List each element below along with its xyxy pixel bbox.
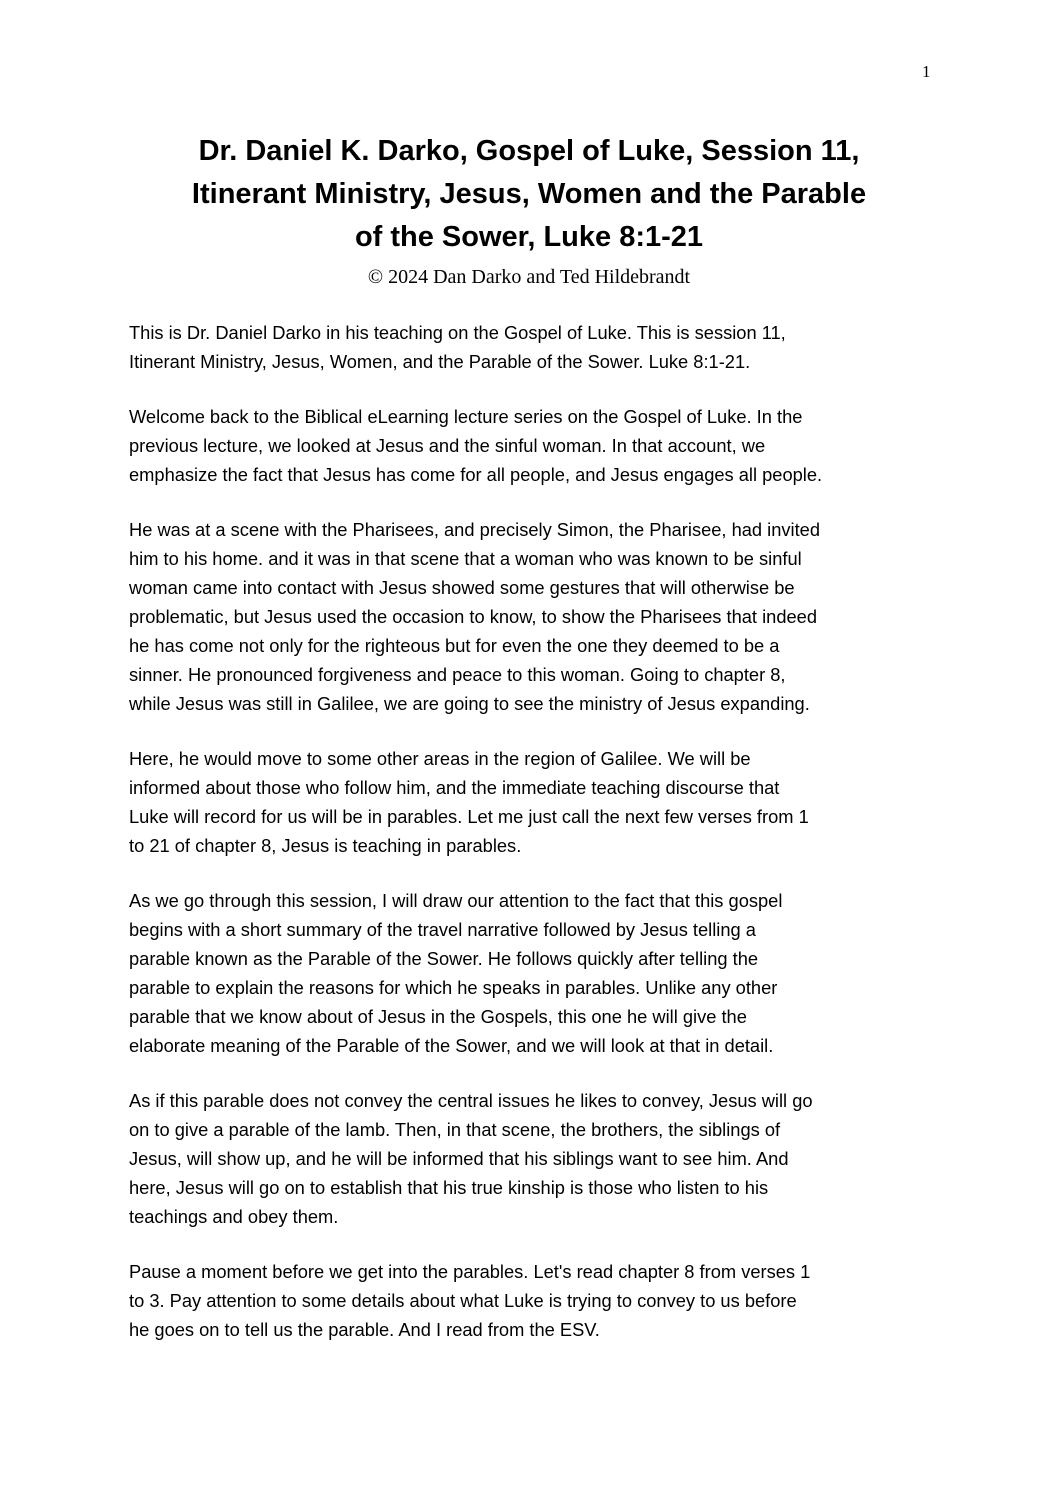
text-line: Itinerant Ministry, Jesus, Women, and the Parable of the Sower. Luke 8:1-21. [129, 351, 751, 372]
text-line: he goes on to tell us the parable. And I read from the ESV. [129, 1319, 600, 1340]
copyright-line: © 2024 Dan Darko and Ted Hildebrandt [367, 266, 691, 288]
text-line: This is Dr. Daniel Darko in his teaching on the Gospel of Luke. This is session 11, [129, 322, 786, 343]
text-line: Pause a moment before we get into the parables. Let's read chapter 8 from verses 1 [129, 1261, 811, 1282]
text-line: while Jesus was still in Galilee, we are going to see the ministry of Jesus expanding. [129, 693, 810, 714]
text-line: here, Jesus will go on to establish that his true kinship is those who listen to his [129, 1177, 769, 1198]
text-line: on to give a parable of the lamb. Then, in that scene, the brothers, the siblings of [129, 1119, 781, 1140]
document-body [129, 318, 822, 1370]
text-line: begins with a short summary of the travel narrative followed by Jesus telling a [129, 919, 756, 940]
paragraph [129, 402, 822, 489]
paragraph [129, 1086, 822, 1231]
text-line: teachings and obey them. [129, 1206, 339, 1227]
text-line: parable to explain the reasons for which he speaks in parables. Unlike any other [129, 977, 778, 998]
paragraph [129, 886, 822, 1060]
text-line: parable known as the Parable of the Sower. He follows quickly after telling the [129, 948, 759, 969]
text-line: sinner. He pronounced forgiveness and peace to this woman. Going to chapter 8, [129, 664, 786, 685]
paragraph [129, 1257, 822, 1344]
text-line: emphasize the fact that Jesus has come for all people, and Jesus engages all people. [129, 464, 823, 485]
text-line: he has come not only for the righteous but for even the one they deemed to be a [129, 635, 780, 656]
text-line: woman came into contact with Jesus showed some gestures that will otherwise be [129, 577, 795, 598]
page-number: 1 [922, 62, 931, 81]
text-line: him to his home. and it was in that scene that a woman who was known to be sinful [129, 548, 802, 569]
text-line: to 3. Pay attention to some details about what Luke is trying to convey to us before [129, 1290, 797, 1311]
text-line: Welcome back to the Biblical eLearning lecture series on the Gospel of Luke. In the [129, 406, 803, 427]
text-line: to 21 of chapter 8, Jesus is teaching in parables. [129, 835, 522, 856]
text-line: As we go through this session, I will draw our attention to the fact that this gospel [129, 890, 783, 911]
document-title [0, 130, 1058, 259]
text-line: previous lecture, we looked at Jesus and the sinful woman. In that account, we [129, 435, 766, 456]
text-line: parable that we know about of Jesus in the Gospels, this one he will give the [129, 1006, 747, 1027]
paragraph [129, 318, 822, 376]
text-line: Here, he would move to some other areas in the region of Galilee. We will be [129, 748, 751, 769]
text-line: elaborate meaning of the Parable of the Sower, and we will look at that in detail. [129, 1035, 774, 1056]
title-line: Itinerant Ministry, Jesus, Women and the Parable [191, 178, 867, 210]
text-line: As if this parable does not convey the central issues he likes to convey, Jesus will go [129, 1090, 813, 1111]
paragraph [129, 515, 822, 718]
title-line: of the Sower, Luke 8:1-21 [354, 221, 704, 253]
text-line: Jesus, will show up, and he will be informed that his siblings want to see him. And [129, 1148, 789, 1169]
paragraph [129, 744, 822, 860]
title-line: Dr. Daniel K. Darko, Gospel of Luke, Session 11, [198, 135, 860, 167]
text-line: Luke will record for us will be in parables. Let me just call the next few verses from 1 [129, 806, 809, 827]
text-line: He was at a scene with the Pharisees, and precisely Simon, the Pharisee, had invited [129, 519, 821, 540]
text-line: informed about those who follow him, and the immediate teaching discourse that [129, 777, 780, 798]
text-line: problematic, but Jesus used the occasion to know, to show the Pharisees that indeed [129, 606, 817, 627]
